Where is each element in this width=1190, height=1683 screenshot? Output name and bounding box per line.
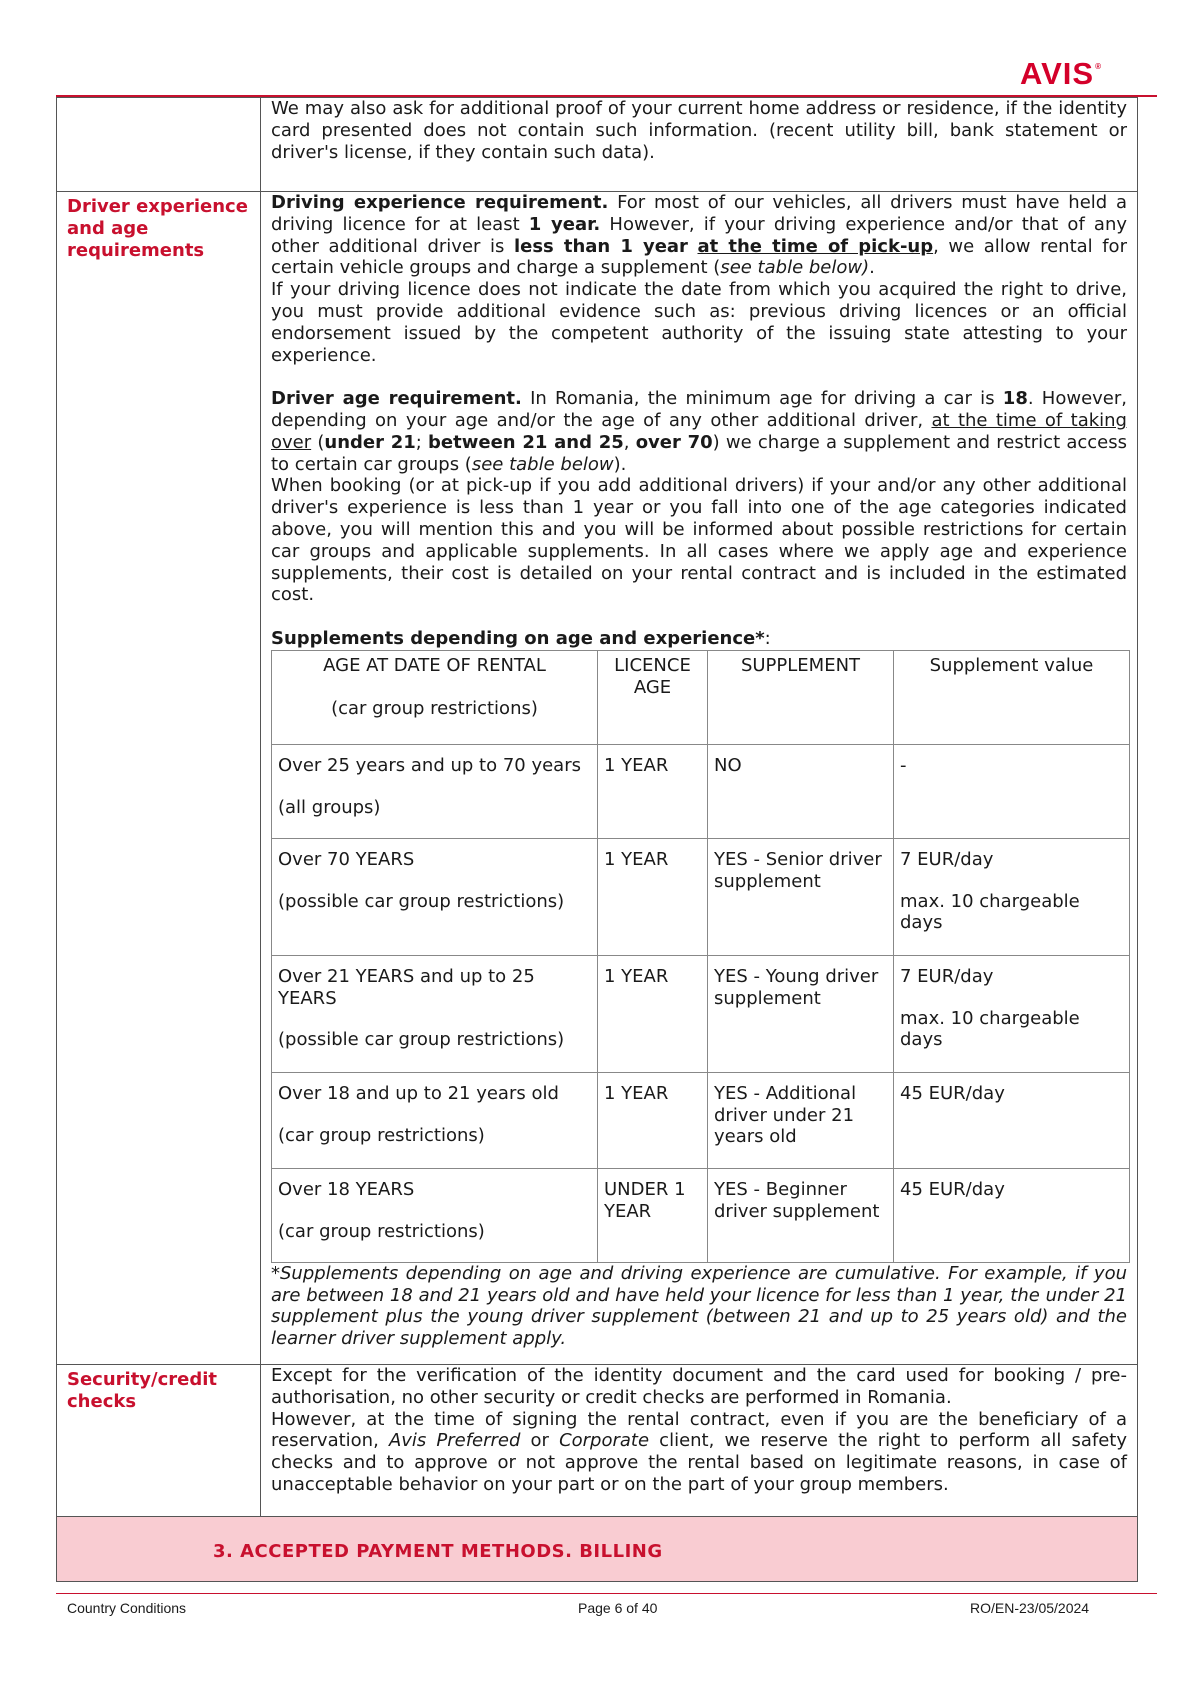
supplements-footnote: *Supplements depending on age and driving experience are cumulative. For example, if you are between 18 and 21 years old and have held your licence for less than 1 year, the under 21 supplement plus the young driver supplement (between 21 and up to 25 years old) and the learner driver supplement apply.: [271, 1262, 1127, 1350]
row-value: 7 EUR/day max. 10 chargeable days: [894, 838, 1130, 955]
address-proof-cell: [261, 98, 1138, 192]
header-age: AGE AT DATE OF RENTAL (car group restrictions): [272, 650, 598, 744]
row-age: Over 18 and up to 21 years old (car group restrictions): [272, 1072, 598, 1168]
supplement-row: [272, 1168, 1130, 1262]
row-supplement: YES - Beginner driver supplement: [708, 1168, 894, 1262]
supplement-row: [272, 955, 1130, 1072]
row-licence: UNDER 1 YEAR: [598, 1168, 708, 1262]
row-age: Over 70 YEARS (possible car group restrictions): [272, 838, 598, 955]
header-supplement: SUPPLEMENT: [708, 650, 894, 744]
driver-requirements-row: [57, 192, 1138, 1365]
security-paragraph-2: However, at the time of signing the rental contract, even if you are the beneficiary of a reservation, Avis Preferred or Corporate client, we reserve the right to perform all safety checks and to approve or not approve the rental based on legitimate reasons, in case of unacceptable behavior on your part or on the part of your group members.: [271, 1408, 1127, 1495]
supplement-row: [272, 1072, 1130, 1168]
footer-page-number: Page 6 of 40: [578, 1600, 658, 1616]
security-checks-cell: [261, 1364, 1138, 1516]
header-value: Supplement value: [894, 650, 1130, 744]
row-supplement: YES - Additional driver under 21 years old: [708, 1072, 894, 1168]
row-licence: 1 YEAR: [598, 1072, 708, 1168]
licence-evidence-paragraph: If your driving licence does not indicate the date from which you acquired the right to drive, you must provide additional evidence such as: previous driving licences or an official endorsement issued by the competent authority of the issuing state attesting to your experience.: [271, 279, 1127, 366]
footer-left: Country Conditions: [67, 1600, 187, 1616]
section3-row: [57, 1516, 1138, 1581]
security-paragraph-1: Except for the verification of the identity document and the card used for booking / pre-authorisation, no other security or credit checks are performed in Romania.: [271, 1364, 1127, 1408]
row-age: Over 21 YEARS and up to 25 YEARS (possible car group restrictions): [272, 955, 598, 1072]
section3-title: 3. ACCEPTED PAYMENT METHODS. BILLING: [213, 1540, 663, 1562]
supplement-row: [272, 744, 1130, 838]
supplements-header-row: [272, 650, 1130, 744]
row-supplement: YES - Senior driver supplement: [708, 838, 894, 955]
driver-requirements-cell: [261, 192, 1138, 1365]
security-checks-label: Security/credit checks: [57, 1364, 261, 1516]
row-supplement: NO: [708, 744, 894, 838]
address-proof-text: We may also ask for additional proof of your current home address or residence, if the identity card presented does not contain such information. (recent utility bill, bank statement or driver's license, if they contain such data).: [271, 98, 1127, 163]
row-supplement: YES - Young driver supplement: [708, 955, 894, 1072]
row-licence: 1 YEAR: [598, 744, 708, 838]
age-paragraph: Driver age requirement. In Romania, the minimum age for driving a car is 18. However, depending on your age and/or the age of any other additional driver, at the time of taking over (under 21; between 21 and 25, over 70) we charge a supplement and restrict access to certain car groups (see table below).: [271, 388, 1127, 475]
conditions-table: [56, 97, 1138, 1582]
booking-paragraph: When booking (or at pick-up if you add additional drivers) if your and/or any other additional driver's experience is less than 1 year or you fall into one of the age categories indicated above, you will mention this and you will be informed about possible restrictions for certain car groups and applicable supplements. In all cases where we apply age and experience supplements, their cost is detailed on your rental contract and is included in the estimated cost.: [271, 475, 1127, 606]
avis-logo: AVIS®: [1020, 56, 1102, 91]
row-age: Over 25 years and up to 70 years (all groups): [272, 744, 598, 838]
row-licence: 1 YEAR: [598, 955, 708, 1072]
row-value: 45 EUR/day: [894, 1072, 1130, 1168]
supplements-heading: Supplements depending on age and experience*:: [271, 627, 771, 649]
security-checks-row: [57, 1364, 1138, 1516]
row-age: Over 18 YEARS (car group restrictions): [272, 1168, 598, 1262]
supplement-row: [272, 838, 1130, 955]
section3-band: [57, 1516, 1138, 1581]
row-value: 45 EUR/day: [894, 1168, 1130, 1262]
experience-paragraph: Driving experience requirement. For most of our vehicles, all drivers must have held a driving licence for at least 1 year. However, if your driving experience and/or that of any other additional driver is less than 1 year at the time of pick-up, we allow rental for certain vehicle groups and charge a supplement (see table below).: [271, 192, 1128, 279]
row-value: 7 EUR/day max. 10 chargeable days: [894, 955, 1130, 1072]
header-licence: LICENCE AGE: [598, 650, 708, 744]
row-licence: 1 YEAR: [598, 838, 708, 955]
row-value: -: [894, 744, 1130, 838]
address-proof-row: [57, 98, 1138, 192]
footer-doc-ref: RO/EN-23/05/2024: [970, 1600, 1090, 1616]
supplements-table: [271, 650, 1130, 1263]
driver-requirements-label: Driver experience and age requirements: [57, 192, 261, 1365]
empty-label-cell: [57, 98, 261, 192]
registered-mark: ®: [1095, 62, 1102, 71]
footer-rule: [56, 1593, 1157, 1594]
